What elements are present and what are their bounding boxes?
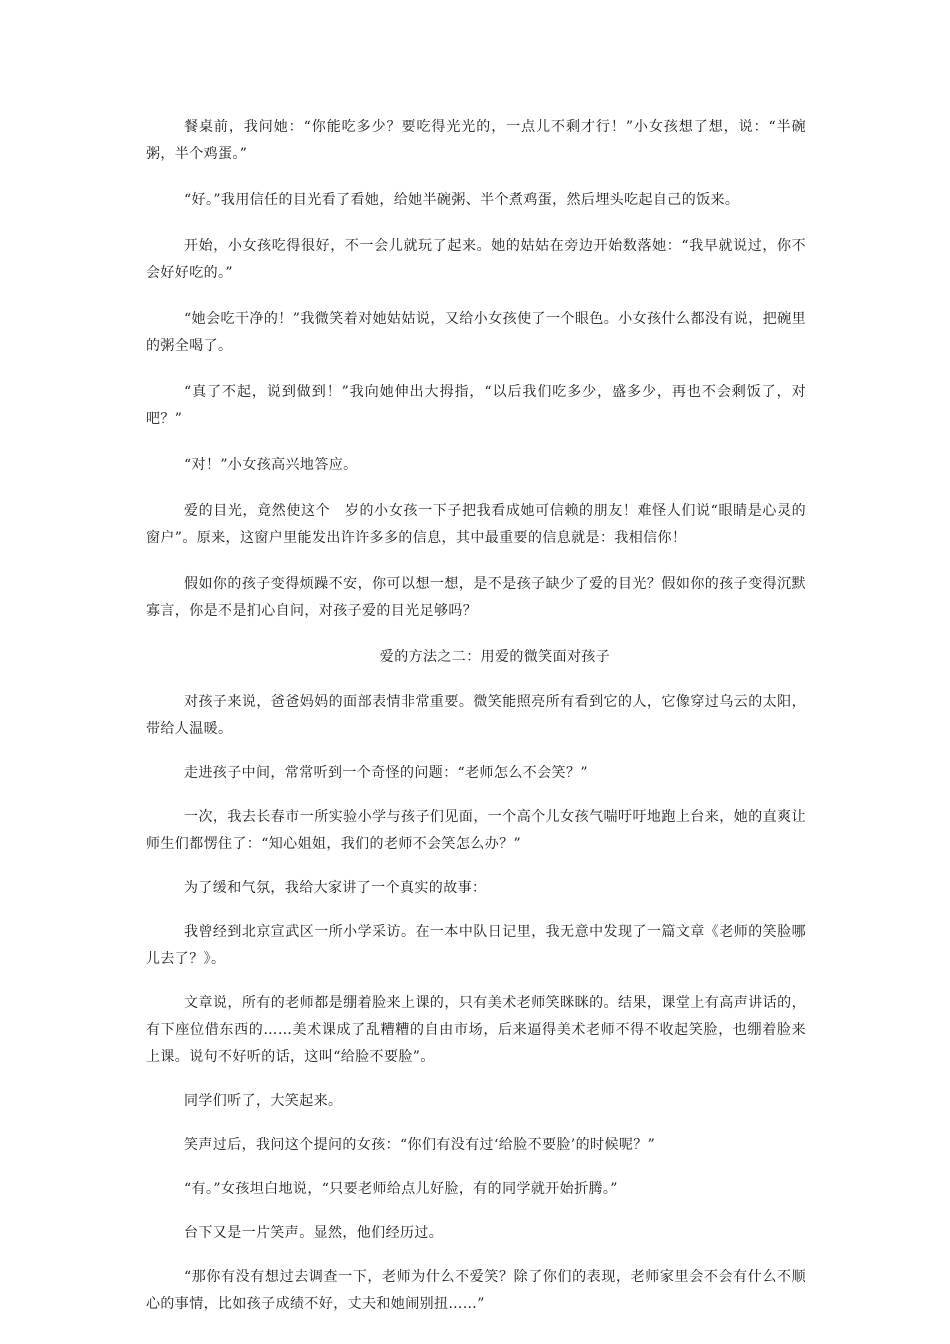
article-body [146,114,806,1335]
paragraph: 假如你的孩子变得烦躁不安，你可以想一想，是不是孩子缺少了爱的目光？假如你的孩子变得沉默寡言，你是不是扪心自问，对孩子爱的目光足够吗？ [146,576,806,619]
paragraph: 开始，小女孩吃得很好，不一会儿就玩了起来。她的姑姑在旁边开始数落她：“我早就说过，你不会好好吃的。” [146,238,806,281]
paragraph: 我曾经到北京宣武区一所小学采访。在一本中队日记里，我无意中发现了一篇文章《老师的笑脸哪儿去了？》。 [146,924,806,967]
paragraph: 爱的目光，竟然使这个 岁的小女孩一下子把我看成她可信赖的朋友！难怪人们说“眼睛是心灵的窗户”。原来，这窗户里能发出许许多多的信息，其中最重要的信息就是：我相信你！ [146,503,806,546]
paragraph: 走进孩子中间，常常听到一个奇怪的问题：“老师怎么不会笑？” [184,765,588,781]
paragraph: “真了不起，说到做到！”我向她伸出大拇指，“以后我们吃多少，盛多少，再也不会剩饭了，对吧？” [146,384,806,427]
paragraph: “对！”小女孩高兴地答应。 [184,457,358,473]
paragraph: “有。”女孩坦白地说，“只要老师给点儿好脸，有的同学就开始折腾。” [184,1181,618,1197]
paragraph: 为了缓和气氛，我给大家讲了一个真实的故事： [184,880,487,896]
paragraph: 一次，我去长春市一所实验小学与孩子们见面，一个高个儿女孩气喘吁吁地跑上台来，她的直爽让师生们都愣住了：“知心姐姐，我们的老师不会笑怎么办？” [146,809,806,852]
paragraph: 笑声过后，我问这个提问的女孩：“你们有没有过‘给脸不要脸’的时候呢？” [184,1137,656,1153]
section-heading: 爱的方法之二：用爱的微笑面对孩子 [379,649,611,665]
paragraph: “那你有没有想过去调查一下，老师为什么不爱笑？除了你们的表现，老师家里会不会有什么不顺心的事情，比如孩子成绩不好，丈夫和她闹别扭……” [146,1269,806,1312]
paragraph: “她会吃干净的！”我微笑着对她姑姑说，又给小女孩使了一个眼色。小女孩什么都没有说，把碗里的粥全喝了。 [146,311,806,354]
paragraph: 餐桌前，我问她：“你能吃多少？要吃得光光的，一点儿不剩才行！”小女孩想了想，说：“半碗粥，半个鸡蛋。” [146,119,806,162]
paragraph: 同学们听了，大笑起来。 [184,1093,343,1109]
paragraph: “好。”我用信任的目光看了看她，给她半碗粥、半个煮鸡蛋，然后埋头吃起自己的饭来。 [184,192,740,208]
paragraph: 文章说，所有的老师都是绷着脸来上课的，只有美术老师笑眯眯的。结果，课堂上有高声讲话的，有下座位借东西的……美术课成了乱糟糟的自由市场，后来逼得美术老师不得不收起笑脸，也绷着脸来上课。说句不好听的话，这叫“给脸不要脸”。 [146,995,806,1065]
paragraph: 台下又是一片笑声。显然，他们经历过。 [184,1225,444,1241]
paragraph: 对孩子来说，爸爸妈妈的面部表情非常重要。微笑能照亮所有看到它的人，它像穿过乌云的太阳，带给人温暖。 [146,694,806,737]
